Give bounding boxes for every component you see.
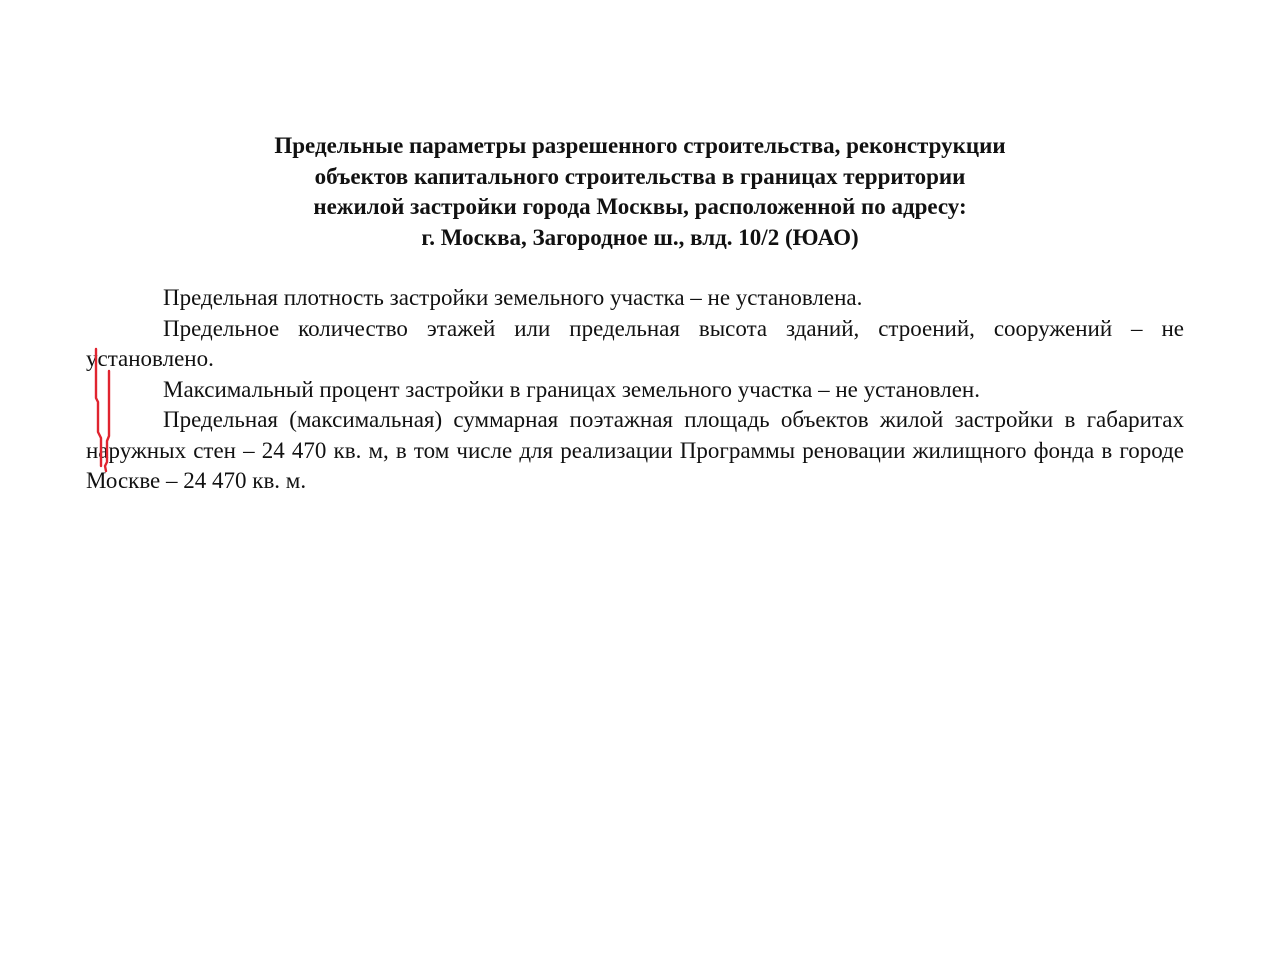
paragraph-floors-height: Предельное количество этажей или предельная высота зданий, строений, сооружений – не установлено.: [86, 315, 1184, 371]
title-line-3: нежилой застройки города Москвы, расположенной по адресу:: [313, 194, 967, 219]
paragraph-building-percentage: Максимальный процент застройки в границах земельного участка – не установлен.: [163, 376, 980, 402]
paragraph-building-density: Предельная плотность застройки земельного участка – не установлена.: [163, 285, 863, 310]
title-line-1: Предельные параметры разрешенного строительства, реконструкции: [274, 133, 1006, 158]
paragraph-floor-area: Предельная (максимальная) суммарная поэтажная площадь объектов жилой застройки в габаритах наружных стен – 24 470 кв. м, в том числе для реализации Программы реновации жилищного фонда в городе Москве – 24 470 кв. м.: [86, 407, 1184, 493]
title-line-2: объектов капитального строительства в границах территории: [314, 163, 966, 189]
document-body: [86, 283, 1184, 497]
title-line-4: г. Москва, Загородное ш., влд. 10/2 (ЮАО): [421, 224, 859, 250]
document-title: [0, 131, 1280, 253]
